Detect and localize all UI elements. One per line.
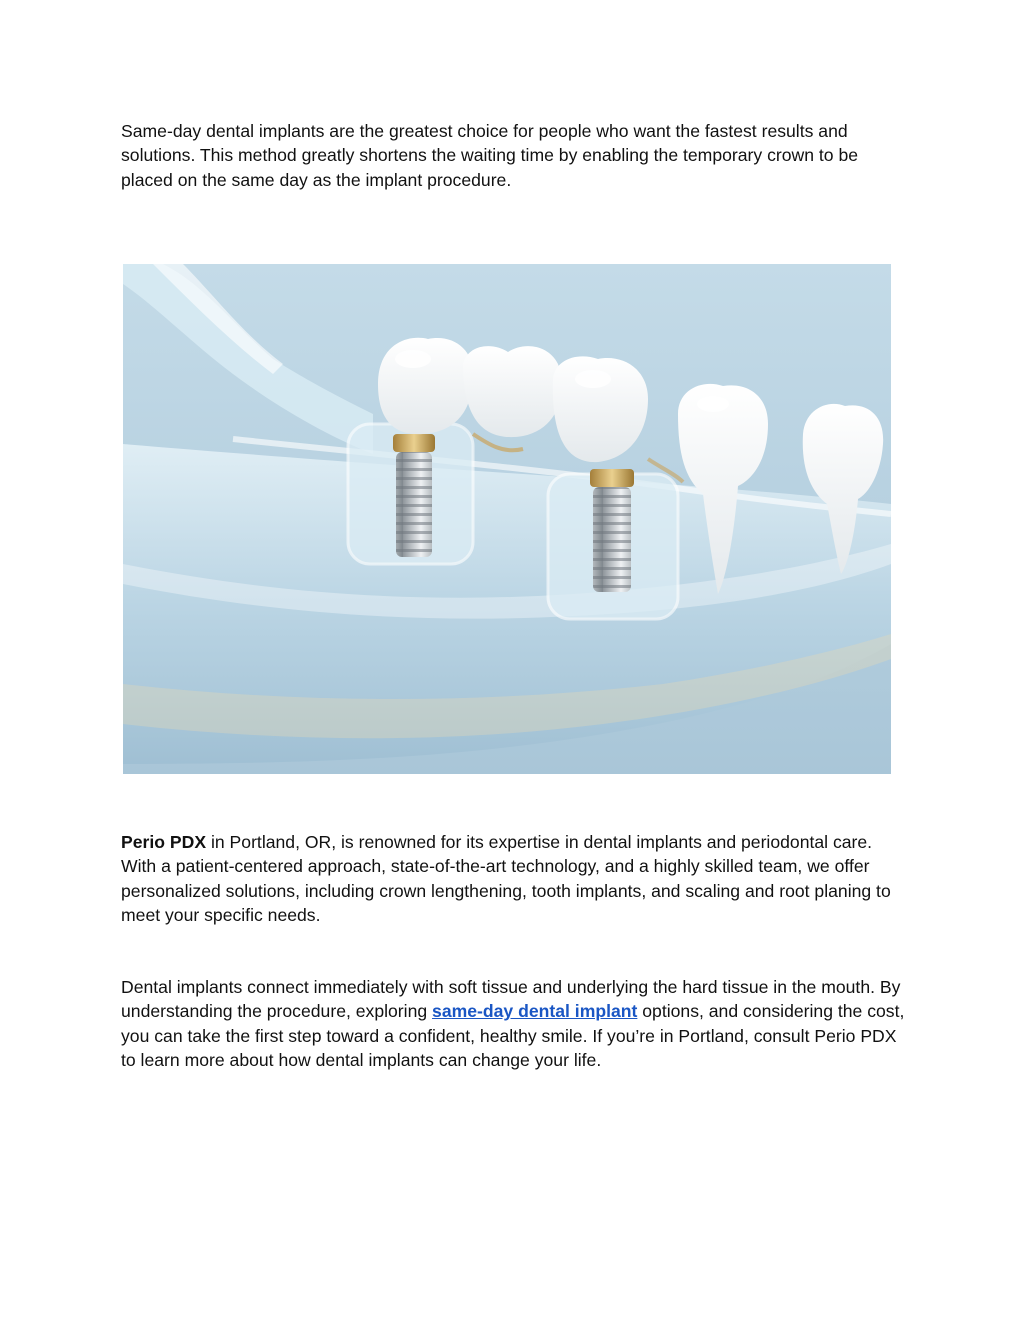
perio-pdx-text: in Portland, OR, is renowned for its expertise in dental implants and periodontal care. With a patient-centered approach, state-of-the-art technology, and a highly skilled team, we offer personalized solutions, including crown lengthening, tooth implants, and scaling and root planing to meet your specific needs. <box>121 832 891 926</box>
perio-pdx-paragraph <box>121 830 911 928</box>
closing-text-before-link: Dental implants connect immediately with soft tissue and underlying the hard tissue in the mouth. By understanding the procedure, exploring <box>121 977 901 1022</box>
dental-implant-photo <box>123 264 891 774</box>
brand-name: Perio PDX <box>121 832 207 852</box>
closing-text-after-link: options, and considering the cost, you can take the first step toward a confident, healthy smile. If you’re in Portland, consult Perio PDX to learn more about how dental implants can change your life. <box>121 1001 905 1071</box>
closing-paragraph <box>121 975 911 1073</box>
intro-paragraph: Same-day dental implants are the greatest choice for people who want the fastest results and solutions. This method greatly shortens the waiting time by enabling the temporary crown to be placed on the same day as the implant procedure. <box>121 121 859 190</box>
same-day-implant-link[interactable]: same-day dental implant <box>432 1001 638 1022</box>
dental-implant-illustration <box>123 264 891 774</box>
